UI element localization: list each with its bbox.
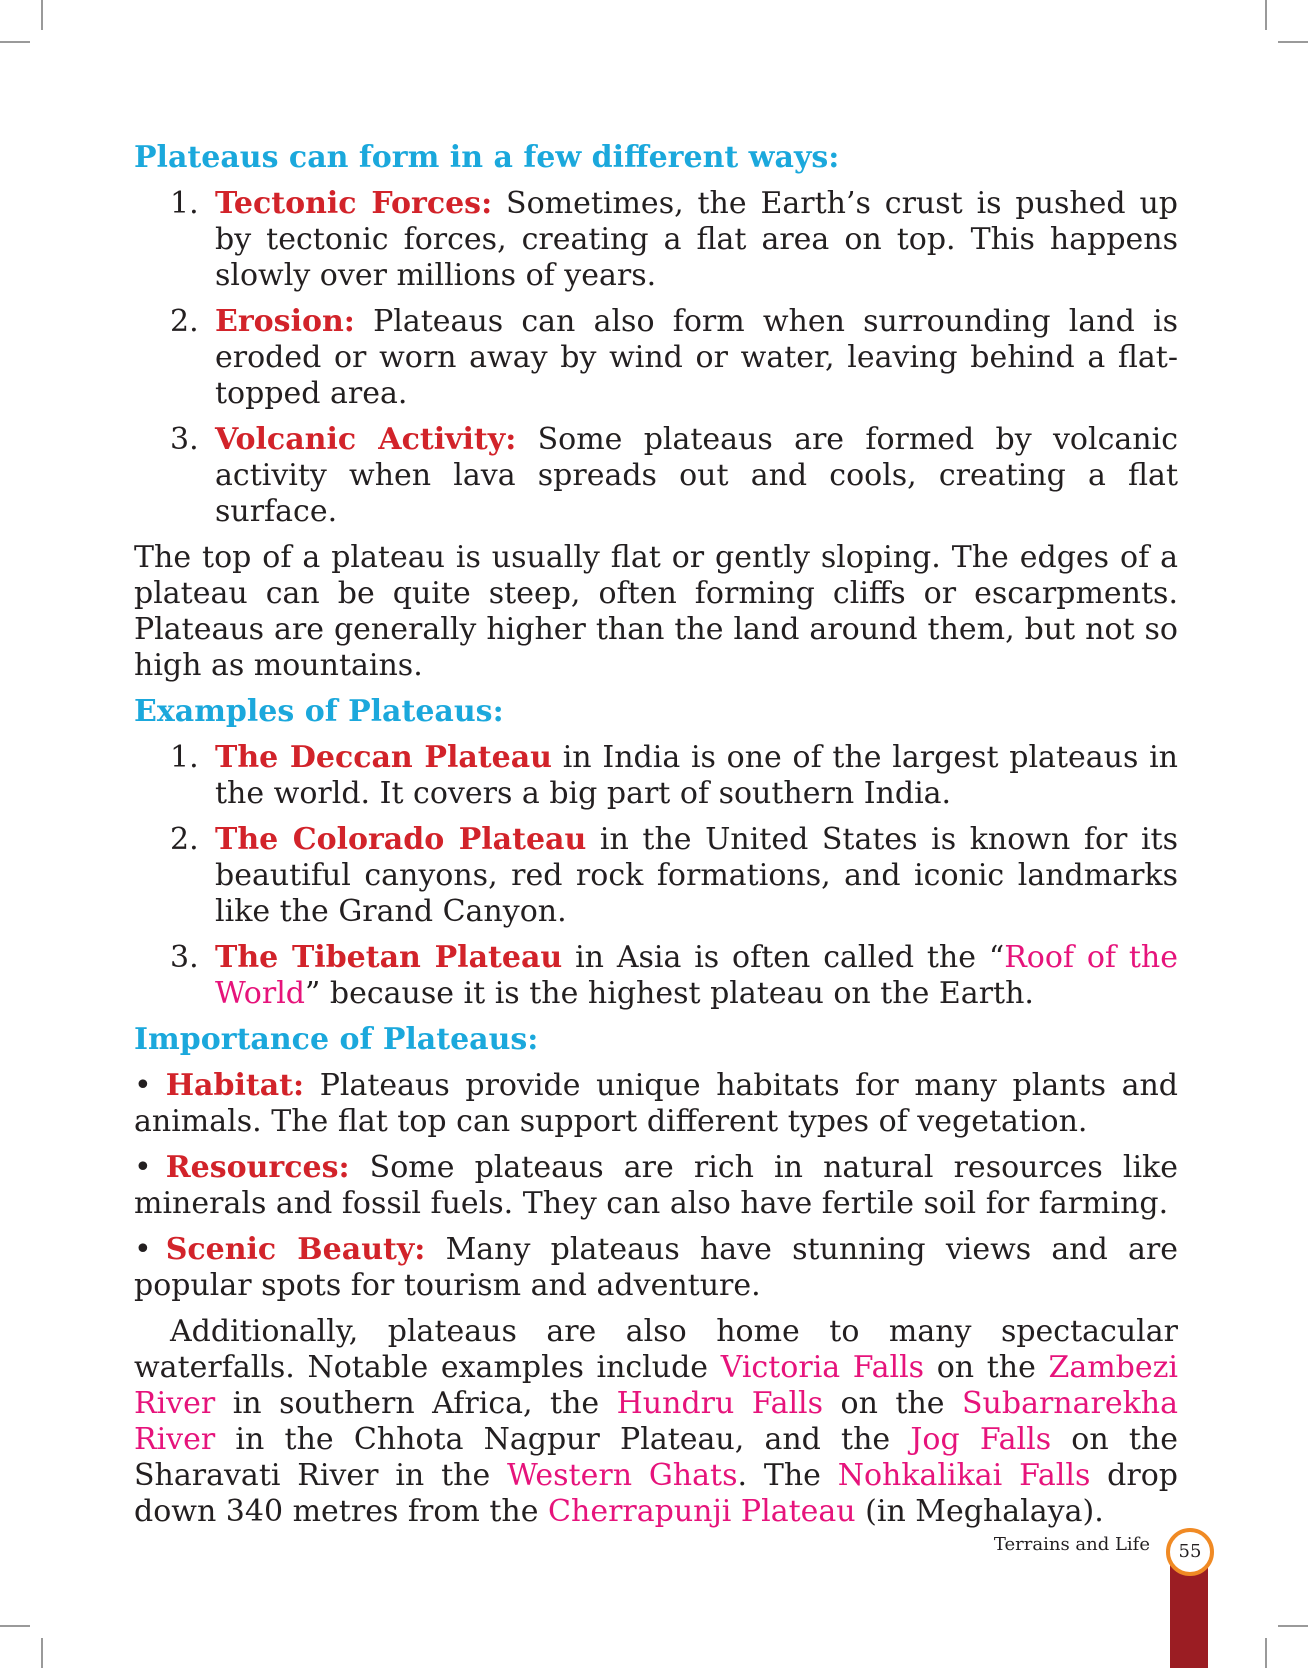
crop-mark: [1278, 1625, 1308, 1627]
waterfalls-paragraph: [134, 1314, 1178, 1530]
item-text: Plateaus provide unique habitats for many plants and animals. The flat top can support different types of vegetation.: [134, 1068, 1178, 1139]
list-item: [134, 822, 1178, 930]
item-number: 1.: [170, 186, 199, 221]
bullet-item-habitat: [134, 1068, 1178, 1140]
list-item: [134, 422, 1178, 530]
item-term: Scenic Beauty:: [165, 1232, 426, 1267]
nohkalikai-falls-link[interactable]: Nohkalikai Falls: [837, 1458, 1091, 1493]
section-heading-importance: Importance of Plateaus:: [134, 1022, 539, 1057]
subarnarekha-river-link[interactable]: Subarnarekha River: [134, 1386, 1178, 1457]
item-term: The Tibetan Plateau: [215, 940, 563, 975]
jog-falls-link[interactable]: Jog Falls: [910, 1422, 1052, 1457]
crop-mark: [1265, 1638, 1267, 1668]
text-run: Additionally, plateaus are also home to many spectacular waterfalls. Notable examples include: [134, 1314, 1178, 1385]
list-item: [134, 940, 1178, 1012]
text-run: on the: [924, 1350, 1049, 1385]
item-number: 1.: [170, 740, 199, 775]
item-number: 3.: [170, 422, 199, 457]
item-term: Tectonic Forces:: [215, 186, 493, 221]
crop-mark: [41, 0, 43, 30]
item-term: Resources:: [165, 1150, 350, 1185]
victoria-falls-link[interactable]: Victoria Falls: [720, 1350, 925, 1385]
item-term: Habitat:: [165, 1068, 305, 1103]
item-number: 3.: [170, 940, 199, 975]
hundru-falls-link[interactable]: Hundru Falls: [616, 1386, 824, 1421]
text-run: in the Chhota Nagpur Plateau, and the: [215, 1422, 911, 1457]
text-run: . The: [737, 1458, 838, 1493]
text-run: on the Sharavati River in the: [134, 1422, 1179, 1493]
item-term: Erosion:: [215, 304, 355, 339]
chapter-title: Terrains and Life: [993, 1534, 1150, 1555]
item-text: Some plateaus are formed by volcanic activity when lava spreads out and cools, creating a flat surface.: [215, 422, 1178, 529]
text-run: in southern Africa, the: [215, 1386, 617, 1421]
formation-list: [134, 186, 1178, 530]
page-ribbon: [1170, 1565, 1208, 1668]
item-text: in Asia is often called the “: [562, 940, 1005, 975]
item-text: in the United States is known for its beautiful canyons, red rock formations, and iconic landmarks like the Grand Canyon.: [215, 822, 1178, 929]
item-text: Many plateaus have stunning views and are popular spots for tourism and adventure.: [134, 1232, 1178, 1303]
crop-mark: [0, 1625, 30, 1627]
cherrapunji-plateau-link[interactable]: Cherrapunji Plateau: [548, 1494, 856, 1529]
item-term: The Deccan Plateau: [215, 740, 552, 775]
item-number: 2.: [170, 822, 199, 857]
page-content: [134, 140, 1178, 1540]
list-item: [134, 740, 1178, 812]
bullet-icon: •: [134, 1232, 152, 1267]
item-text: Some plateaus are rich in natural resources like minerals and fossil fuels. They can also have fertile soil for farming.: [134, 1150, 1178, 1221]
list-item: [134, 304, 1178, 412]
text-run: drop down 340 metres from the: [134, 1458, 1178, 1529]
crop-mark: [41, 1638, 43, 1668]
bullet-item-resources: [134, 1150, 1178, 1222]
section-heading-formation: Plateaus can form in a few different ways:: [134, 140, 840, 175]
western-ghats-link[interactable]: Western Ghats: [507, 1458, 738, 1493]
plateau-description-paragraph: The top of a plateau is usually flat or gently sloping. The edges of a plateau can be quite steep, often forming cliffs or escarpments. Plateaus are generally higher than the land around them, but not so high as mountains.: [134, 540, 1178, 683]
item-term: The Colorado Plateau: [215, 822, 587, 857]
bullet-icon: •: [134, 1150, 152, 1185]
text-run: on the: [823, 1386, 962, 1421]
zambezi-river-link[interactable]: Zambezi River: [134, 1350, 1179, 1421]
text-run: (in Meghalaya).: [855, 1494, 1104, 1529]
roof-of-the-world-link[interactable]: Roof of the World: [215, 940, 1178, 1011]
section-heading-examples: Examples of Plateaus:: [134, 694, 504, 729]
bullet-icon: •: [134, 1068, 152, 1103]
item-number: 2.: [170, 304, 199, 339]
crop-mark: [1265, 0, 1267, 30]
item-text-tail: ” because it is the highest plateau on the Earth.: [305, 976, 1034, 1011]
examples-list: [134, 740, 1178, 1012]
item-text: Sometimes, the Earth’s crust is pushed up by tectonic forces, creating a flat area on top. This happens slowly over millions of years.: [215, 186, 1179, 293]
list-item: [134, 186, 1178, 294]
item-text: Plateaus can also form when surrounding land is eroded or worn away by wind or water, leaving behind a flat-topped area.: [215, 304, 1178, 411]
crop-mark: [0, 41, 30, 43]
page-number: 55: [1166, 1528, 1214, 1576]
item-text: in India is one of the largest plateaus in the world. It covers a big part of southern India.: [215, 740, 1178, 811]
bullet-item-scenic-beauty: [134, 1232, 1178, 1304]
crop-mark: [1278, 41, 1308, 43]
item-term: Volcanic Activity:: [215, 422, 517, 457]
